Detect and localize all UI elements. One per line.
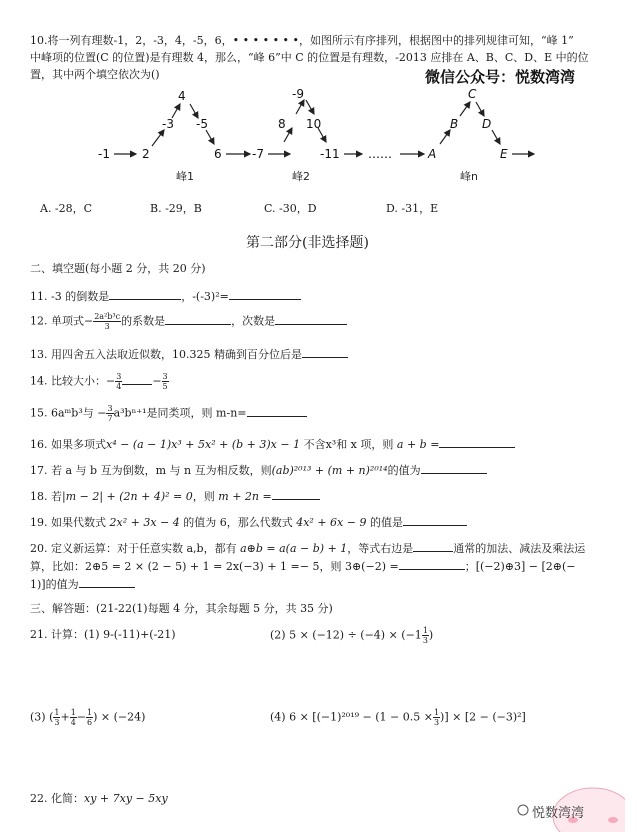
p2-start: -7 xyxy=(252,147,264,161)
pn-c: C xyxy=(468,87,477,101)
watermark: 微信公众号：悦数湾湾 xyxy=(425,68,576,86)
q21-2-fn: 1 xyxy=(422,626,428,635)
logo xyxy=(505,772,625,832)
q14-f2n: 3 xyxy=(162,372,168,381)
q16-math: x⁴ − (a − 1)x³ + 5x² + (b + 3)x − 1 xyxy=(106,438,301,451)
q21-3-f1n: 1 xyxy=(54,708,60,717)
part3-heading: 三、解答题：(21-22(1)每题 4 分，其余每题 5 分，共 35 分) xyxy=(30,602,333,615)
q13-blank xyxy=(302,346,348,358)
q10-option-d: D. -31，E xyxy=(386,202,439,215)
q21-3-f2n: 1 xyxy=(70,708,76,717)
q12-frac-num: 2a²b³c xyxy=(94,312,121,321)
q14-f2d: 5 xyxy=(162,382,168,391)
q20-line2 xyxy=(30,558,576,574)
q21-3-a: (3) ( xyxy=(30,710,54,724)
q17-a: 17. 若 a 与 b 互为倒数，m 与 n 互为相反数，则 xyxy=(30,464,272,477)
q13-text: 13. 用四舍五入法取近似数，10.325 精确到百分位后是 xyxy=(30,348,302,361)
p1-b: -3 xyxy=(162,117,174,131)
q11-blank2 xyxy=(229,288,301,300)
q22-a: 22. 化简： xyxy=(30,792,84,805)
q10-line3: 置，其中两个填空依次为() xyxy=(30,68,160,81)
q15-fd: 7 xyxy=(107,414,113,423)
q17-math: (ab)²⁰¹³ + (m + n)²⁰¹⁴ xyxy=(271,464,388,477)
q21-2-end: ) xyxy=(428,628,434,642)
q11-a: 11. -3 的倒数是 xyxy=(30,290,110,303)
q17-blank xyxy=(421,462,487,474)
q15-blank xyxy=(247,405,307,417)
q21-4 xyxy=(270,708,526,727)
q19-math: 2x² + 3x − 4 xyxy=(109,516,180,529)
q11-blank1 xyxy=(109,288,181,300)
section-title: 第二部分(非选择题) xyxy=(246,235,369,251)
q10-line2: 中峰项的位置(C 的位置)是有理数 4，那么，“峰 6”中 C 的位置是有理数，-2013 应排在 A、B、C、D、E 中的位 xyxy=(30,51,589,64)
q20-l1a: 20. 定义新运算：对于任意实数 a,b，都有 xyxy=(30,542,241,555)
q18 xyxy=(30,488,320,504)
q15 xyxy=(30,404,307,423)
q21-2 xyxy=(270,626,433,645)
pn-b: B xyxy=(450,117,459,131)
q11 xyxy=(30,288,301,304)
q21-3-f1d: 3 xyxy=(54,718,60,727)
q21-3-f3d: 6 xyxy=(87,718,93,727)
q14 xyxy=(30,372,169,391)
q10-option-a: A. -28，C xyxy=(40,202,93,215)
q18-math2: m + 2n = xyxy=(218,490,272,503)
q20-l2a: 算，比如：2⊕5 = 2 × (2 − 5) + 1 = 2x(−3) + 1 =− 5，则 3⊕(−2) = xyxy=(30,560,399,573)
p1-a: 2 xyxy=(142,147,150,161)
q20-l1m: a⊕b = a(a − b) + 1 xyxy=(240,542,348,555)
q12-a: 12. 单项式− xyxy=(30,314,94,328)
q20-blank1 xyxy=(413,540,453,552)
q21-1: 21. 计算：(1) 9-(-11)+(-21) xyxy=(30,628,176,641)
q15-a: 15. 6aᵐb³与 − xyxy=(30,406,107,420)
q21-3-end: ) × (−24) xyxy=(93,710,146,724)
q17-b: 的值为 xyxy=(387,464,421,477)
p1-c: 4 xyxy=(178,89,186,103)
q20-l1c: 通常的加法、减法及乘法运 xyxy=(453,542,586,555)
q22-math: xy + 7xy − 5xy xyxy=(84,792,168,805)
q16-blank xyxy=(439,436,515,448)
q21-4-text: (4) 6 × [(−1)²⁰¹⁹ − (1 − 0.5 × xyxy=(270,710,433,724)
p1-label: 峰1 xyxy=(176,170,194,183)
p2-c: -9 xyxy=(292,87,304,101)
q21-3 xyxy=(30,708,145,727)
q18-a: 18. 若 xyxy=(30,490,62,503)
q19-b: 的值为 6，那么代数式 xyxy=(179,516,297,529)
part2-heading: 二、填空题(每小题 2 分，共 20 分) xyxy=(30,262,206,275)
q15-b: a³bⁿ⁺¹是同类项，则 m-n= xyxy=(113,406,247,420)
logo-text: 悦数湾湾 xyxy=(532,806,585,821)
pn-a: A xyxy=(428,147,437,161)
q15-fn: 3 xyxy=(107,404,113,413)
q16-math2: a + b = xyxy=(396,438,440,451)
q19-math2: 4x² + 6x − 9 xyxy=(296,516,367,529)
q16-a: 16. 如果多项式 xyxy=(30,438,106,451)
q21-4-fn: 1 xyxy=(433,708,440,717)
q14-b: − xyxy=(152,374,162,388)
q21-3-p1: + xyxy=(60,710,70,724)
q10-option-b: B. -29，B xyxy=(150,202,202,215)
q12-blank1 xyxy=(165,313,231,325)
q21-2-text: (2) 5 × (−12) ÷ (−4) × (−1 xyxy=(270,628,422,642)
q12-blank2 xyxy=(275,313,347,325)
q16 xyxy=(30,436,515,452)
q18-math: |m − 2| + (2n + 4)² = 0 xyxy=(62,490,193,503)
p2-label: 峰2 xyxy=(292,170,310,183)
p2-d: 10 xyxy=(306,117,322,131)
pn-d: D xyxy=(482,117,492,131)
q19-blank xyxy=(403,514,467,526)
dots: …… xyxy=(368,147,392,161)
q19 xyxy=(30,514,467,530)
pn-label: 峰n xyxy=(460,170,478,183)
q21-3-f3n: 1 xyxy=(87,708,93,717)
q10-line1: 10.将一列有理数-1，2，-3，4，-5，6，• • • • • • •，如图所示有序排列，根据图中的排列规律可知，“峰 1” xyxy=(30,34,574,47)
q18-blank xyxy=(272,488,320,500)
q13 xyxy=(30,346,348,362)
p1-e: 6 xyxy=(214,147,222,161)
q14-f1d: 4 xyxy=(116,382,122,391)
q18-b: ，则 xyxy=(192,490,219,503)
p1-d: -5 xyxy=(196,117,208,131)
q21-3-f2d: 4 xyxy=(70,718,76,727)
q20-l3a: 1)]的值为 xyxy=(30,578,79,591)
q19-a: 19. 如果代数式 xyxy=(30,516,110,529)
q14-blank xyxy=(122,373,152,385)
q17 xyxy=(30,462,487,478)
p2-e: -11 xyxy=(320,147,340,161)
q21-4-end: )] × [2 − (−3)²] xyxy=(440,710,526,724)
q20-line1 xyxy=(30,540,585,556)
q20-l2b: ；[(−2)⊕3] − [2⊕(− xyxy=(464,560,576,573)
q20-line3 xyxy=(30,576,135,592)
q19-c: 的值是 xyxy=(366,516,403,529)
q12-c: ，次数是 xyxy=(231,314,276,328)
q21-3-p2: − xyxy=(76,710,86,724)
q22 xyxy=(30,790,168,806)
q12-b: 的系数是 xyxy=(121,314,166,328)
q12-frac-den: 3 xyxy=(104,322,110,331)
peak-diagram xyxy=(0,82,640,192)
p1-start: -1 xyxy=(98,147,110,161)
q20-blank2 xyxy=(399,558,465,570)
q10-option-c: C. -30，D xyxy=(264,202,317,215)
q14-a: 14. 比较大小：− xyxy=(30,374,116,388)
q16-b: 不含x³和 x 项，则 xyxy=(300,438,397,451)
pn-e: E xyxy=(500,147,508,161)
q14-f1n: 3 xyxy=(116,372,122,381)
q20-l1b: ，等式右边是 xyxy=(347,542,414,555)
q12 xyxy=(30,312,347,331)
p2-b: 8 xyxy=(278,117,286,131)
q11-b: ，-(-3)²= xyxy=(181,290,229,303)
q21-2-fd: 3 xyxy=(422,636,428,645)
q20-blank3 xyxy=(79,576,135,588)
q21-4-fd: 3 xyxy=(433,718,440,727)
